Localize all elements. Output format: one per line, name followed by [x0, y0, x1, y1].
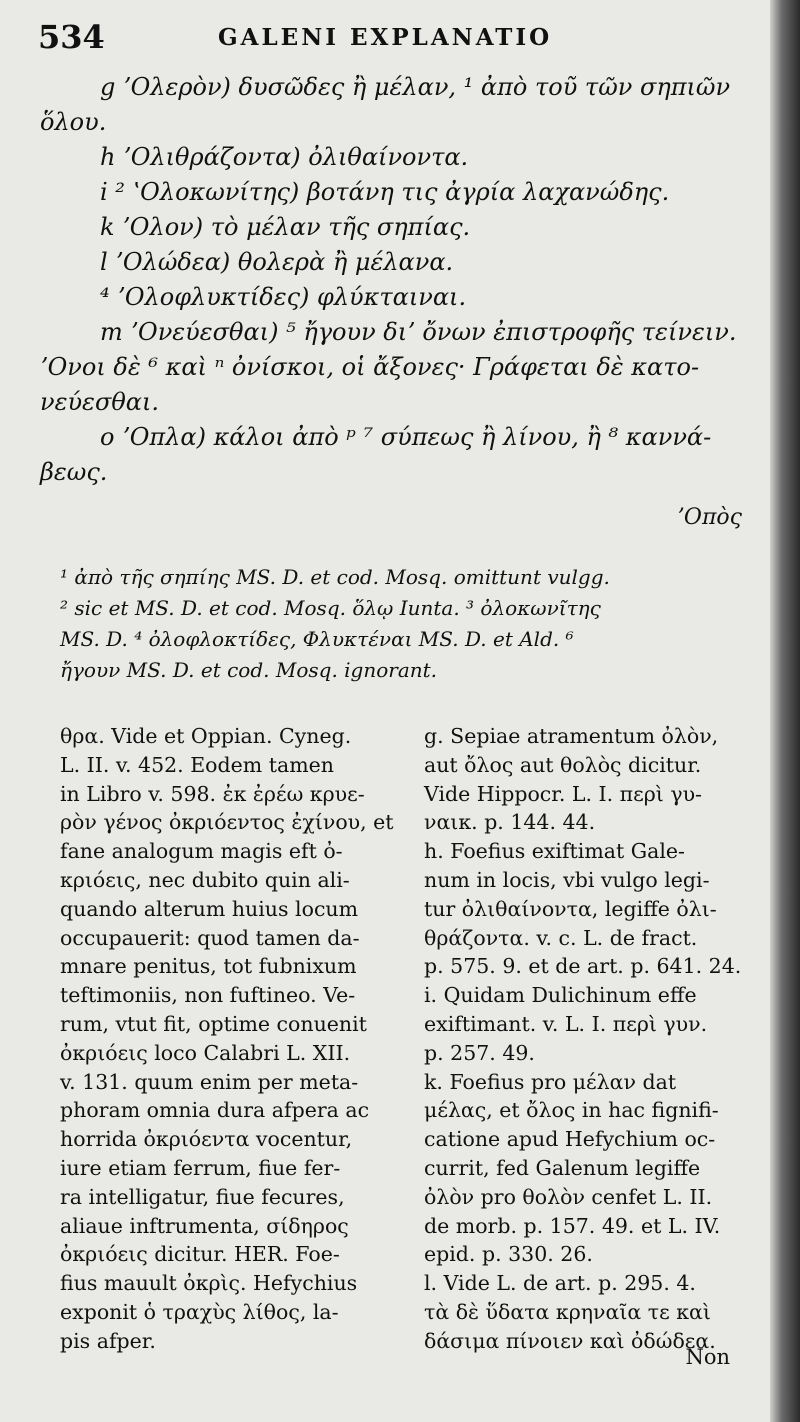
column-line: k. Foefius pro μέλαν dat: [424, 1069, 677, 1094]
column-line: l. Vide L. de art. p. 295. 4.: [424, 1271, 696, 1296]
glossary-line: ʼΟνοι δὲ ⁶ καὶ ⁿ ὀνίσκοι, οἱ ἄξονες· Γράφεται δὲ κατο-: [40, 353, 700, 381]
glossary-line: i ² ʽΟλοκωνίτης) βοτάνη τις ἀγρία λαχανώδης.: [100, 178, 670, 206]
critical-notes: [60, 562, 760, 686]
column-line: aliaue inftrumenta, σίδηρος: [60, 1213, 349, 1238]
glossary-line: ὅλου.: [40, 108, 107, 136]
column-line: v. 131. quum enim per meta-: [60, 1069, 359, 1094]
column-line: ναικ. p. 144. 44.: [424, 810, 596, 835]
column-line: fane analogum magis eft ὀ-: [60, 839, 343, 864]
note-line: ἤγουν MS. D. et cod. Mosq. ignorant.: [60, 658, 438, 682]
glossary-line: g ʼΟλερὸν) δυσῶδες ἢ μέλαν, ¹ ἀπὸ τοῦ τῶν σηπιῶν: [100, 73, 731, 101]
column-line: μέλας, et ὄλος in hac fignifi-: [424, 1098, 719, 1123]
column-line: phoram omnia dura afpera ac: [60, 1098, 370, 1123]
column-line: g. Sepiae atramentum ὀλὸν,: [424, 724, 719, 748]
column-line: epid. p. 330. 26.: [424, 1242, 593, 1267]
column-line: ὀλὸν pro θολὸν cenfet L. II.: [424, 1184, 713, 1209]
catchword: ʼΟπὸς: [676, 505, 742, 530]
glossary-line: k ʼΟλον) τὸ μέλαν τῆς σηπίας.: [100, 213, 471, 241]
glossary-line: o ʼΟπλα) κάλοι ἀπὸ ᵖ ⁷ σύπεως ἢ λίνου, ἢ ⁸ καννά-: [100, 423, 712, 451]
column-line: rum, vtut fit, optime conuenit: [60, 1011, 367, 1036]
column-line: occupauerit: quod tamen da-: [60, 925, 360, 950]
page-edge: [770, 0, 800, 1422]
column-line: ρὸν γένος ὀκριόεντος ἐχίνου, et: [60, 810, 394, 835]
column-line: aut ὄλος aut θολὸς dicitur.: [424, 752, 702, 777]
glossary-entries: [40, 70, 760, 490]
column-line: mnare penitus, tot fubnixum: [60, 954, 357, 979]
column-line: num in locis, vbi vulgo legi-: [424, 867, 710, 892]
column-line: p. 575. 9. et de art. p. 641. 24.: [424, 954, 742, 979]
column-line: currit, fed Galenum legiffe: [424, 1155, 701, 1180]
column-line: in Libro v. 598. ἐκ ἐρέω κρυε-: [60, 781, 365, 806]
page-header: [38, 18, 738, 58]
column-line: pis afper.: [60, 1328, 156, 1353]
page-number: 534: [38, 18, 105, 56]
column-line: i. Quidam Dulichinum effe: [424, 983, 697, 1008]
left-column: [60, 722, 410, 1356]
glossary-line: νεύεσθαι.: [40, 388, 160, 416]
running-title: GALENI EXPLANATIO: [218, 24, 553, 51]
column-line: δάσιμα πίνοιεν καὶ ὀδώδεα.: [424, 1328, 716, 1353]
column-line: ra intelligatur, fiue fecures,: [60, 1184, 345, 1209]
column-line: exiftimant. v. L. I. περὶ γυν.: [424, 1011, 708, 1036]
column-line: ὀκριόεις dicitur. HER. Foe-: [60, 1242, 340, 1267]
column-line: θρα. Vide et Oppian. Cyneg.: [60, 724, 352, 748]
glossary-line: h ʼΟλιθράζοντα) ὀλιθαίνοντα.: [100, 143, 469, 171]
glossary-line: l ʼΟλώδεα) θολερὰ ἢ μέλανα.: [100, 248, 454, 276]
column-line: ὀκριόεις loco Calabri L. XII.: [60, 1040, 351, 1065]
final-catchword: Non: [685, 1345, 730, 1369]
glossary-line: βεως.: [40, 458, 108, 486]
column-line: quando alterum huius locum: [60, 896, 359, 921]
note-line: ¹ ἀπὸ τῆς σηπίης MS. D. et cod. Mosq. omittunt vulgg.: [60, 565, 610, 589]
glossary-line: m ʼΟνεύεσθαι) ⁵ ἤγουν διʼ ὄνων ἐπιστροφῆς τείνειν.: [100, 318, 737, 346]
right-column: [424, 722, 764, 1356]
note-line: ² sic et MS. D. et cod. Mosq. ὅλῳ Iunta. ³ ὀλοκωνῖτης: [60, 596, 601, 620]
column-line: τὰ δὲ ὕδατα κρηναῖα τε καὶ: [424, 1299, 711, 1324]
column-line: fius mauult ὀκρὶς. Hefychius: [60, 1271, 358, 1296]
column-line: catione apud Hefychium oc-: [424, 1127, 716, 1152]
column-line: teftimoniis, non fuftineo. Ve-: [60, 983, 356, 1008]
column-line: horrida ὀκριόεντα vocentur,: [60, 1127, 353, 1152]
column-line: exponit ὁ τραχὺς λίθος, la-: [60, 1299, 339, 1324]
column-line: κριόεις, nec dubito quin ali-: [60, 867, 350, 892]
glossary-line: ⁴ ʼΟλοφλυκτίδες) φλύκταιναι.: [100, 283, 467, 311]
column-line: θράζοντα. v. c. L. de fract.: [424, 925, 698, 950]
column-line: L. II. v. 452. Eodem tamen: [60, 752, 334, 777]
note-line: MS. D. ⁴ ὀλοφλοκτίδες, Φλυκτέναι MS. D. et Ald. ⁶: [60, 627, 574, 651]
column-line: de morb. p. 157. 49. et L. IV.: [424, 1213, 721, 1238]
column-line: Vide Hippocr. L. I. περὶ γυ-: [424, 781, 702, 806]
column-line: p. 257. 49.: [424, 1040, 535, 1065]
column-line: tur ὀλιθαίνοντα, legiffe ὀλι-: [424, 896, 717, 921]
column-line: h. Foefius exiftimat Gale-: [424, 839, 685, 864]
column-line: iure etiam ferrum, fiue fer-: [60, 1155, 341, 1180]
